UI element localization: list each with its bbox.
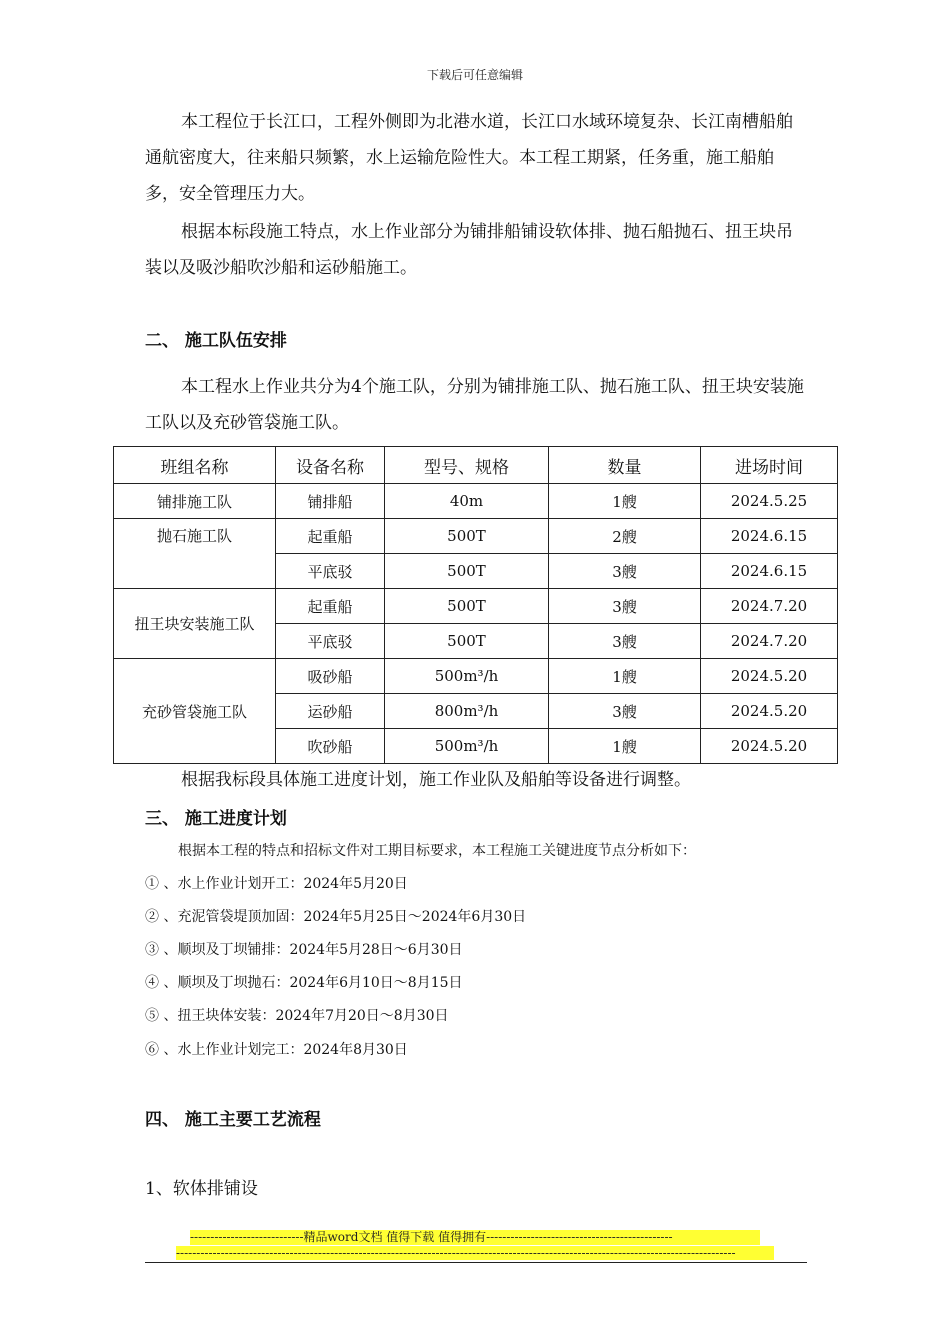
- table-row: [114, 519, 838, 554]
- header-note: 下载后可任意编辑: [426, 68, 523, 82]
- footer-banner-line1: ----------------------------精品word文档 值得下载 值得拥有----------------------------------------------: [190, 1230, 760, 1245]
- date-cell: 2024.6.15: [701, 519, 838, 554]
- table-header-row: [114, 447, 838, 484]
- equipment-cell: 起重船: [276, 519, 385, 554]
- spec-cell: 500T: [385, 624, 549, 659]
- intro-paragraph-1: 本工程位于长江口，工程外侧即为北港水道，长江口水域环境复杂、长江南槽船舶通航密度大，往来船只频繁，水上运输危险性大。本工程工期紧，任务重，施工船舶多，安全管理压力大。: [145, 112, 793, 204]
- section3-heading: 三、 施工进度计划: [145, 809, 287, 829]
- table-row: [114, 484, 838, 519]
- section2-paragraph: 本工程水上作业共分为4个施工队，分别为铺排施工队、抛石施工队、扭王块安装施工队以及充砂管袋施工队。: [145, 377, 804, 433]
- header-equipment: 设备名称: [276, 447, 385, 484]
- qty-cell: 1艘: [549, 484, 701, 519]
- equipment-cell: 起重船: [276, 589, 385, 624]
- spec-cell: 800m³/h: [385, 694, 549, 729]
- equipment-cell: 平底驳: [276, 624, 385, 659]
- equipment-cell: 吹砂船: [276, 729, 385, 764]
- equipment-cell: 平底驳: [276, 554, 385, 589]
- section3-intro: 根据本工程的特点和招标文件对工期目标要求，本工程施工关键进度节点分析如下：: [178, 843, 696, 859]
- plan-item: ④ 、顺坝及丁坝抛石：2024年6月10日～8月15日: [145, 975, 463, 991]
- date-cell: 2024.7.20: [701, 624, 838, 659]
- team-name: 充砂管袋施工队: [114, 659, 276, 764]
- plan-item: ② 、充泥管袋堤顶加固：2024年5月25日～2024年6月30日: [145, 909, 527, 925]
- date-cell: 2024.5.25: [701, 484, 838, 519]
- table-row: [114, 589, 838, 624]
- intro-paragraph-2: 根据本标段施工特点，水上作业部分为铺排船铺设软体排、抛石船抛石、扭王块吊装以及吸沙船吹沙船和运砂船施工。: [145, 222, 793, 278]
- spec-cell: 40m: [385, 484, 549, 519]
- section2-heading: 二、 施工队伍安排: [145, 331, 287, 351]
- equipment-cell: 运砂船: [276, 694, 385, 729]
- date-cell: 2024.6.15: [701, 554, 838, 589]
- plan-item: ① 、水上作业计划开工：2024年5月20日: [145, 876, 408, 892]
- footer-divider: [145, 1262, 807, 1263]
- date-cell: 2024.7.20: [701, 589, 838, 624]
- qty-cell: 3艘: [549, 694, 701, 729]
- qty-cell: 3艘: [549, 624, 701, 659]
- header-date: 进场时间: [701, 447, 838, 484]
- qty-cell: 3艘: [549, 554, 701, 589]
- footer-banner-line2: ------------------------------------------------------------------------------------------------------------------------------------------: [176, 1246, 774, 1260]
- section4-heading: 四、 施工主要工艺流程: [145, 1110, 321, 1130]
- plan-item: ⑥ 、水上作业计划完工：2024年8月30日: [145, 1042, 408, 1058]
- equipment-table: [113, 446, 838, 764]
- spec-cell: 500T: [385, 554, 549, 589]
- team-name: 铺排施工队: [114, 484, 276, 519]
- equipment-cell: 铺排船: [276, 484, 385, 519]
- after-table-paragraph: 根据我标段具体施工进度计划，施工作业队及船舶等设备进行调整。: [181, 770, 691, 790]
- equipment-cell: 吸砂船: [276, 659, 385, 694]
- date-cell: 2024.5.20: [701, 729, 838, 764]
- subsection-1-heading: 1、软体排铺设: [145, 1179, 258, 1199]
- spec-cell: 500m³/h: [385, 659, 549, 694]
- qty-cell: 2艘: [549, 519, 701, 554]
- team-name: 抛石施工队: [114, 519, 276, 589]
- header-qty: 数量: [549, 447, 701, 484]
- date-cell: 2024.5.20: [701, 694, 838, 729]
- spec-cell: 500T: [385, 589, 549, 624]
- header-team: 班组名称: [114, 447, 276, 484]
- team-name: 扭王块安装施工队: [114, 589, 276, 659]
- plan-item: ③ 、顺坝及丁坝铺排：2024年5月28日～6月30日: [145, 942, 463, 958]
- table-row: [114, 659, 838, 694]
- qty-cell: 1艘: [549, 729, 701, 764]
- date-cell: 2024.5.20: [701, 659, 838, 694]
- plan-item: ⑤ 、扭王块体安装：2024年7月20日～8月30日: [145, 1008, 449, 1024]
- qty-cell: 1艘: [549, 659, 701, 694]
- qty-cell: 3艘: [549, 589, 701, 624]
- header-spec: 型号、规格: [385, 447, 549, 484]
- spec-cell: 500m³/h: [385, 729, 549, 764]
- spec-cell: 500T: [385, 519, 549, 554]
